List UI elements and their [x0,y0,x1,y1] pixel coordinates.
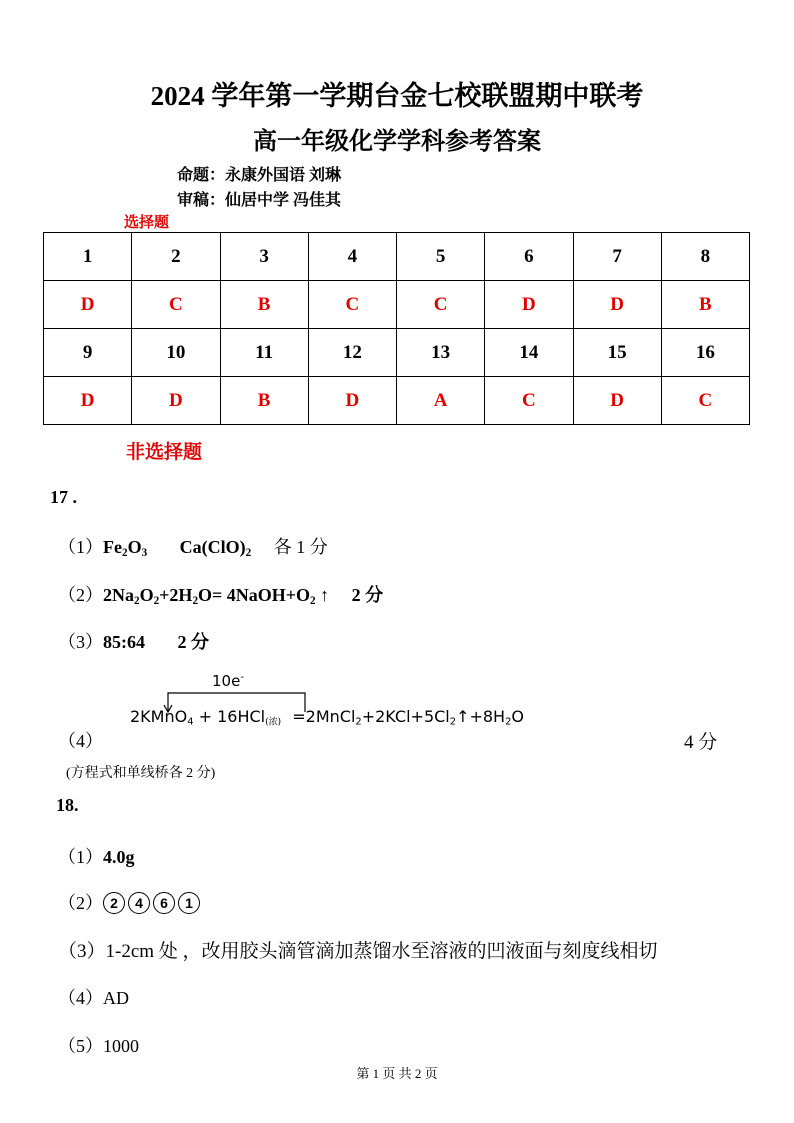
question-number-cell: 13 [397,329,485,377]
question-number-cell: 10 [132,329,220,377]
table-row [44,281,750,329]
table-row [44,329,750,377]
question-number-cell: 9 [44,329,132,377]
answer-cell: D [44,281,132,329]
question-number-cell: 2 [132,233,220,281]
answer-cell: B [220,281,308,329]
score: 2 分 [177,632,209,652]
circled-number: 2 [103,892,125,914]
question-number-cell: 8 [661,233,749,281]
question-number-cell: 12 [308,329,396,377]
ratio-value: 85:64 [103,632,145,652]
answer-cell: C [132,281,220,329]
question-18-number: 18. [56,795,79,815]
answer-table [43,232,750,425]
author-line: 命题：永康外国语 刘琳 [177,167,342,184]
score: 4 分 [684,732,718,753]
question-number-cell: 5 [397,233,485,281]
table-row [44,377,750,425]
exam-title: 2024 学年第一学期台金七校联盟期中联考 [150,81,644,111]
part-index: （4） [58,731,103,751]
question-17-number: 17 . [50,487,77,507]
answer-cell: D [573,281,661,329]
page-footer: 第 1 页 共 2 页 [356,1066,438,1081]
answer-cell: D [485,281,573,329]
part-index: （2） [58,585,103,605]
question-number-cell: 16 [661,329,749,377]
part-index: （1） [58,847,103,867]
part-index: （4） [58,988,103,1008]
q17-part2 [58,581,383,607]
answer-cell: C [485,377,573,425]
answer-cell: A [397,377,485,425]
answer-cell: D [44,377,132,425]
question-number-cell: 14 [485,329,573,377]
question-number-cell: 4 [308,233,396,281]
question-number-cell: 11 [220,329,308,377]
nonchoice-section-label: 非选择题 [126,442,203,463]
circled-number: 4 [128,892,150,914]
part-index: （3） [58,941,106,962]
q17-part3 [58,628,209,654]
part-index: （2） [58,893,103,913]
redox-equation: 2KMnO$_4$ + $16HCl_{(浓)} =2MnCl_2+2KCl+5Cl_2↑+8H_2O$ [130,707,524,728]
q18-part2 [58,889,203,915]
choice-section-label: 选择题 [124,215,170,231]
answer-cell: C [661,377,749,425]
answer-cell: C [397,281,485,329]
score-note: 各 1 分 [273,537,328,557]
question-number-cell: 1 [44,233,132,281]
q18-part4: （4）AD [58,988,129,1008]
question-number-cell: 6 [485,233,573,281]
part-index: （5） [58,1036,103,1056]
score: 2 分 [351,585,384,605]
part-index: （3） [58,632,103,652]
answer-cell: B [220,377,308,425]
equation: $2Na_2O_2+2H_2O=$ $4NaOH+O_2$ ↑ [103,585,330,607]
reviewer-line: 审稿：仙居中学 冯佳其 [177,192,342,209]
answer-cell: D [308,377,396,425]
q18-part5: （5）1000 [58,1036,139,1056]
answer-cell: D [573,377,661,425]
table-row [44,233,750,281]
circled-number: 6 [153,892,175,914]
question-number-cell: 3 [220,233,308,281]
answer-cell: B [661,281,749,329]
electron-transfer-label: 10e- [212,672,244,690]
circled-number: 1 [178,892,200,914]
q18-part1: （1）4.0g [58,847,135,867]
question-number-cell: 7 [573,233,661,281]
q18-part3: （3）1-2cm 处 ，改用胶头滴管滴加蒸馏水至溶液的凹液面与刻度线相切 [58,941,658,962]
exam-subtitle: 高一年级化学学科参考答案 [253,129,541,155]
q17-part1: $(1)Fe_2O_3$ $Ca(ClO)_2$ 各 1 分 [58,537,328,559]
question-number-cell: 15 [573,329,661,377]
part-index: （1） [58,537,103,557]
answer-cell: C [308,281,396,329]
answer-cell: D [132,377,220,425]
score-note: (方程式和单线桥各 2 分) [66,766,216,781]
